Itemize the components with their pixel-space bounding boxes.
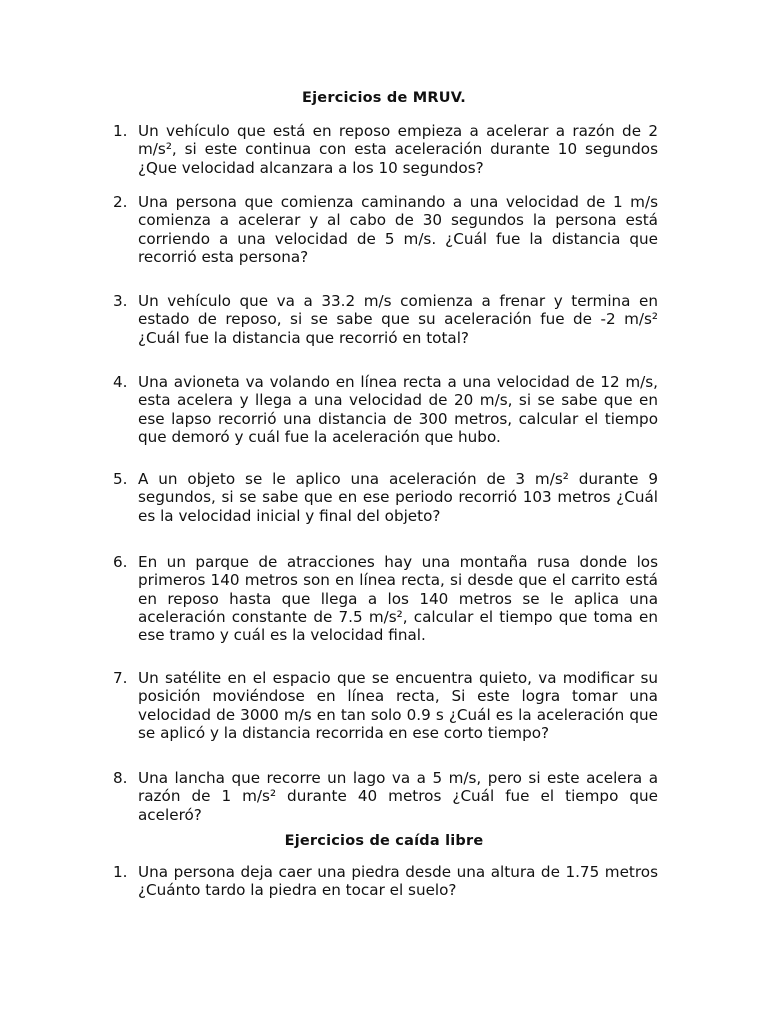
exercise-text: Una lancha que recorre un lago va a 5 m/s, pero si este acelera a razón de 1 m/s² durante 40 metros ¿Cuál fue el tiempo que aceleró? [138,769,658,824]
exercise-mruv-7 [113,669,658,742]
exercise-number: 4. [113,373,128,391]
exercise-text: Un satélite en el espacio que se encuentra quieto, va modificar su posición moviéndose en línea recta, Si este logra tomar una velocidad de 3000 m/s en tan solo 0.9 s ¿Cuál es la aceleración que se aplicó y la distancia recorrida en ese corto tiempo? [138,669,658,742]
exercise-text: En un parque de atracciones hay una montaña rusa donde los primeros 140 metros son en línea recta, si desde que el carrito está en reposo hasta que llega a los 140 metros se le aplica una aceleración constante de 7.5 m/s², calcular el tiempo que toma en ese tramo y cuál es la velocidad final. [138,553,658,645]
exercise-text: Una persona que comienza caminando a una velocidad de 1 m/s comienza a acelerar y al cabo de 30 segundos la persona está corriendo a una velocidad de 5 m/s. ¿Cuál fue la distancia que recorrió esta persona? [138,193,658,266]
exercise-mruv-6 [113,553,658,644]
exercise-text: A un objeto se le aplico una aceleración de 3 m/s² durante 9 segundos, si se sabe que en ese periodo recorrió 103 metros ¿Cuál es la velocidad inicial y final del objeto? [138,470,658,525]
exercise-number: 3. [113,292,128,310]
exercise-text: Un vehículo que está en reposo empieza a acelerar a razón de 2 m/s², si este continua con esta aceleración durante 10 segundos ¿Que velocidad alcanzara a los 10 segundos? [138,122,658,177]
exercise-number: 6. [113,553,128,571]
exercise-mruv-4 [113,373,658,446]
exercise-text: Una avioneta va volando en línea recta a una velocidad de 12 m/s, esta acelera y llega a una velocidad de 20 m/s, si se sabe que en ese lapso recorrió una distancia de 300 metros, calcular el tiempo que demoró y cuál fue la aceleración que hubo. [138,373,658,446]
exercise-text: Un vehículo que va a 33.2 m/s comienza a frenar y termina en estado de reposo, si se sabe que su aceleración fue de -2 m/s² ¿Cuál fue la distancia que recorrió en total? [138,292,658,347]
section-title-mruv: Ejercicios de MRUV. [302,90,466,106]
exercise-number: 2. [113,193,128,211]
exercise-text: Una persona deja caer una piedra desde una altura de 1.75 metros ¿Cuánto tardo la piedra en tocar el suelo? [138,863,658,900]
exercise-caida-libre-1 [113,863,658,900]
exercise-mruv-5 [113,470,658,525]
exercise-number: 7. [113,669,128,687]
exercise-number: 1. [113,863,128,881]
exercise-number: 1. [113,122,128,140]
exercise-mruv-1 [113,122,658,177]
exercise-mruv-8 [113,769,658,824]
exercise-mruv-3 [113,292,658,347]
section-title-caida-libre: Ejercicios de caída libre [284,833,484,849]
exercise-mruv-2 [113,193,658,266]
exercise-number: 8. [113,769,128,787]
exercise-number: 5. [113,470,128,488]
